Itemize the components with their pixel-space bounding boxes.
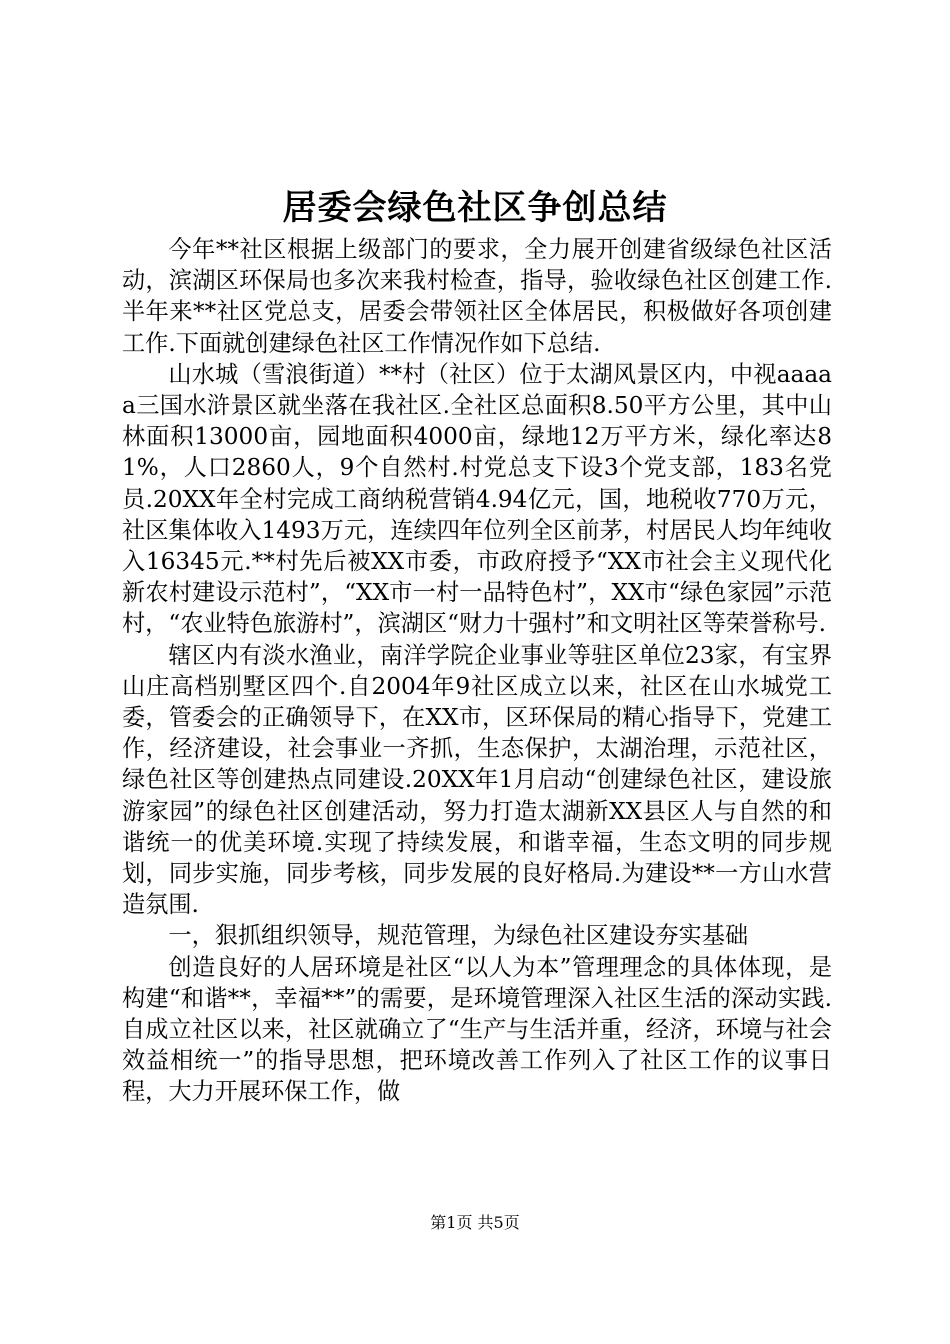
page-title: 居委会绿色社区争创总结: [282, 188, 668, 228]
document-body: [122, 234, 832, 1108]
page-footer: 第1页 共5页: [430, 1213, 520, 1232]
paragraph-environment: 创造良好的人居环境是社区“以人为本”管理理念的具体体现，是构建“和谐**，幸福**”的需要，是环境管理深入社区生活的深动实践.自成立社区以来，社区就确立了“生产与生活并重，经济，环境与社会效益相统一”的指导思想，把环境改善工作列入了社区工作的议事日程，大力开展环保工作，做: [122, 953, 832, 1106]
paragraph-intro: 今年**社区根据上级部门的要求，全力展开创建省级绿色社区活动，滨湖区环保局也多次来我村检查，指导，验收绿色社区创建工作.半年来**社区党总支，居委会带领社区全体居民，积极做好各项创建工作.下面就创建绿色社区工作情况作如下总结.: [122, 236, 832, 357]
paragraph-overview: 山水城（雪浪街道）**村（社区）位于太湖风景区内，中视aaaaa三国水浒景区就坐落在我社区.全社区总面积8.50平方公里，其中山林面积13000亩，园地面积4000亩，绿地12万平方米，绿化率达81%，人口2860人，9个自然村.村党总支下设3个党支部，183名党员.20XX年全村完成工商纳税营销4.94亿元，国，地税收770万元，社区集体收入1493万元，连续四年位列全区前茅，村居民人均年纯收入16345元.**村先后被XX市委，市政府授予“XX市社会主义现代化新农村建设示范村”，“XX市一村一品特色村”，XX市“绿色家园”示范村，“农业特色旅游村”，滨湖区“财力十强村”和文明社区等荣誉称号.: [122, 360, 832, 638]
section-heading-1: 一，狠抓组织领导，规范管理，为绿色社区建设夯实基础: [168, 922, 749, 950]
paragraph-jurisdiction: 辖区内有淡水渔业，南洋学院企业事业等驻区单位23家，有宝界山庄高档别墅区四个.自2004年9社区成立以来，社区在山水城党工委，管委会的正确领导下，在XX市，区环保局的精心指导下，党建工作，经济建设，社会事业一齐抓，生态保护，太湖治理，示范社区，绿色社区等创建热点同建设.20XX年1月启动“创建绿色社区，建设旅游家园”的绿色社区创建活动，努力打造太湖新XX县区人与自然的和谐统一的优美环境.实现了持续发展，和谐幸福，生态文明的同步规划，同步实施，同步考核，同步发展的良好格局.为建设**一方山水营造氛围.: [122, 641, 832, 919]
